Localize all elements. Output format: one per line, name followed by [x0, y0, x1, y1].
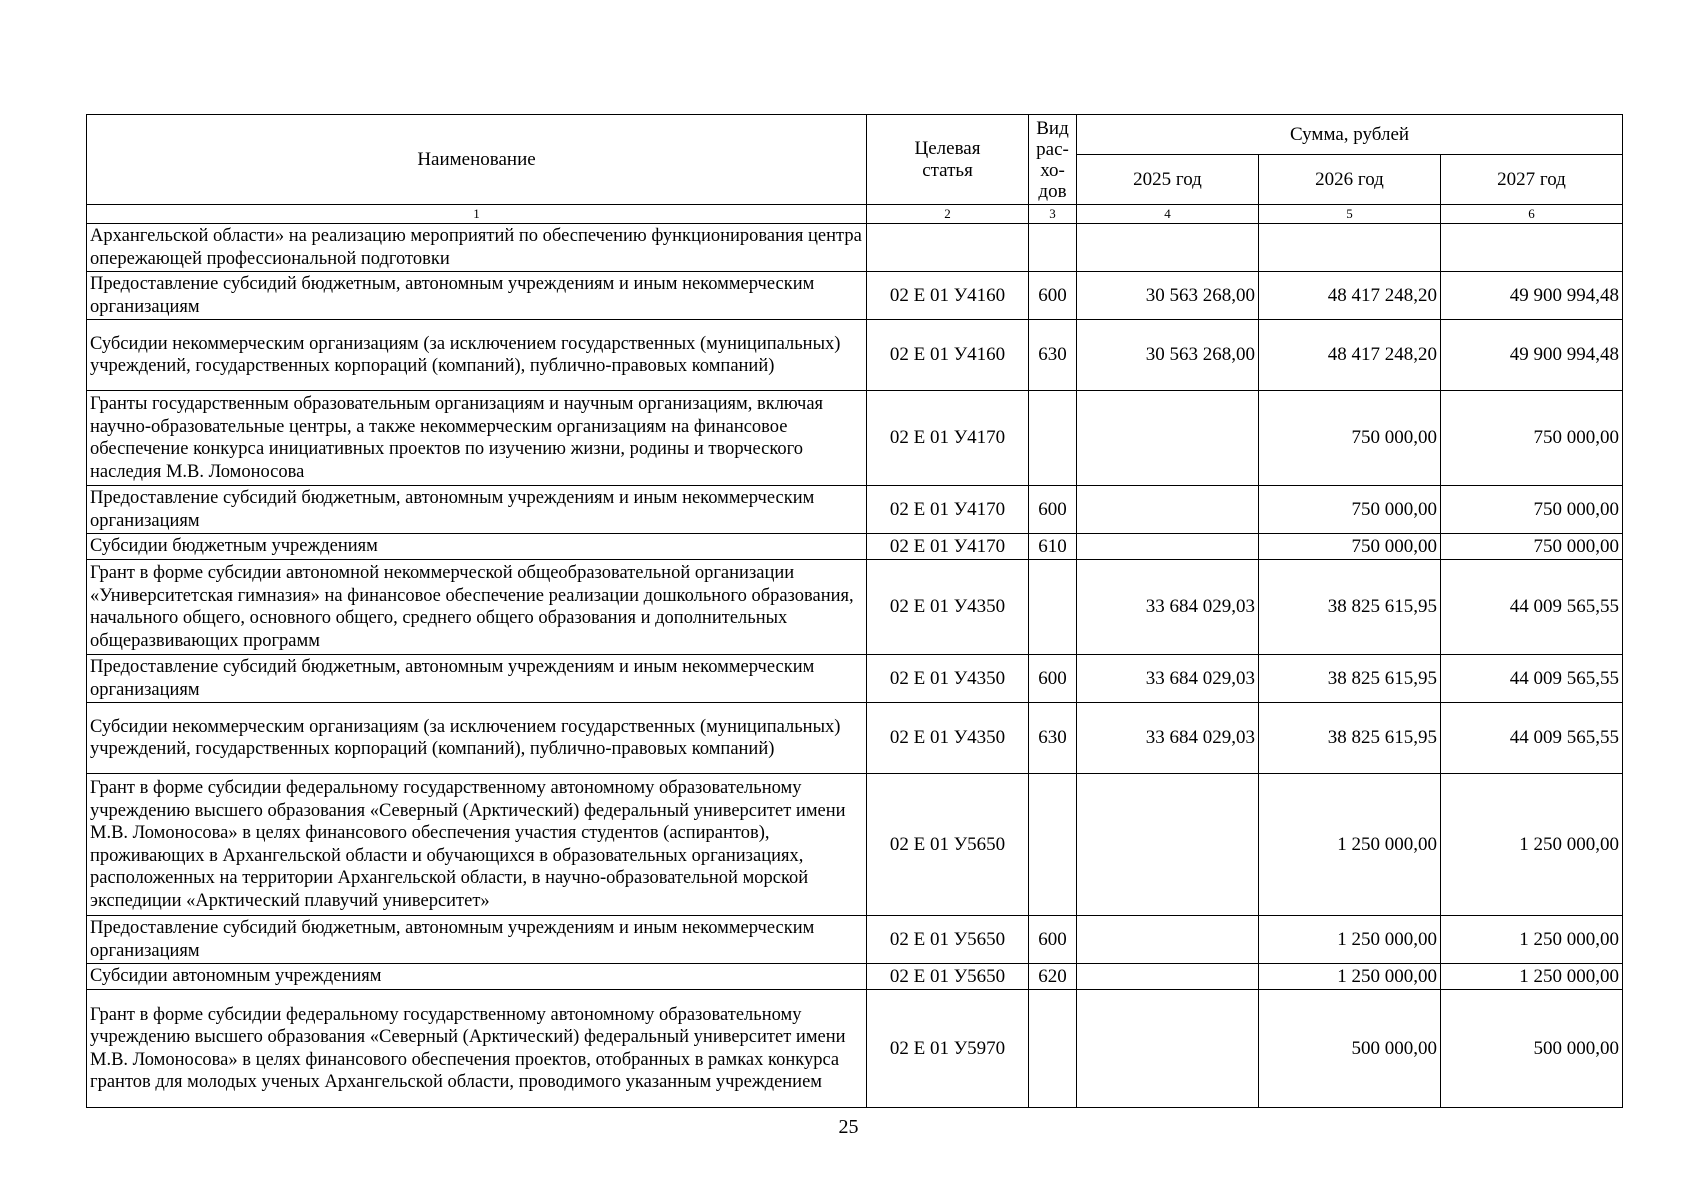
row-sum-2026: 38 825 615,95: [1259, 655, 1441, 703]
header-target-line1: Целевая: [914, 137, 981, 159]
row-sum-2025: [1077, 774, 1259, 916]
row-expense-type: [1029, 224, 1077, 272]
row-sum-2027: 1 250 000,00: [1441, 774, 1623, 916]
table-row: [87, 964, 1623, 990]
row-sum-2025: [1077, 964, 1259, 990]
row-target-article: 02 Е 01 У4160: [867, 272, 1029, 320]
row-name: Субсидии некоммерческим организациям (за исключением государственных (муниципальных) учреждений, государственных корпораций (компаний), публично-правовых компаний): [87, 320, 867, 391]
row-name: Грант в форме субсидии федеральному государственному автономному образовательному учреждению высшего образования «Северный (Арктический) федеральный университет имени М.В. Ломоносова» в целях финансового обеспечения участия студентов (аспирантов), проживающих в Архангельской области и обучающихся в образовательных организациях, расположенных на территории Архангельской области, в научно-образовательной морской экспедиции «Арктический плавучий университет»: [87, 774, 867, 916]
row-sum-2025: 30 563 268,00: [1077, 320, 1259, 391]
table-row: [87, 703, 1623, 774]
row-expense-type: 600: [1029, 272, 1077, 320]
column-index: 4: [1077, 205, 1259, 224]
table-row: [87, 655, 1623, 703]
row-target-article: 02 Е 01 У4350: [867, 655, 1029, 703]
row-sum-2026: [1259, 224, 1441, 272]
row-name: Субсидии автономным учреждениям: [87, 964, 867, 990]
row-target-article: [867, 224, 1029, 272]
header-expense-type: [1029, 115, 1077, 205]
table-row: [87, 391, 1623, 486]
header-type-line: хо-: [1040, 159, 1065, 181]
row-sum-2027: 500 000,00: [1441, 990, 1623, 1108]
header-sum: Сумма, рублей: [1077, 115, 1623, 155]
table-row: [87, 916, 1623, 964]
column-index: 3: [1029, 205, 1077, 224]
row-sum-2026: 750 000,00: [1259, 534, 1441, 560]
row-name: Субсидии некоммерческим организациям (за исключением государственных (муниципальных) учреждений, государственных корпораций (компаний), публично-правовых компаний): [87, 703, 867, 774]
row-sum-2027: 49 900 994,48: [1441, 272, 1623, 320]
header-type-line: рас-: [1036, 138, 1069, 160]
row-sum-2027: 750 000,00: [1441, 534, 1623, 560]
row-expense-type: 620: [1029, 964, 1077, 990]
table-body: [87, 224, 1623, 1108]
row-sum-2026: 500 000,00: [1259, 990, 1441, 1108]
header-target-article: [867, 115, 1029, 205]
header-year-2025: 2025 год: [1077, 155, 1259, 205]
row-target-article: 02 Е 01 У5650: [867, 916, 1029, 964]
row-name: Предоставление субсидий бюджетным, автономным учреждениям и иным некоммерческим организациям: [87, 486, 867, 534]
row-sum-2027: 44 009 565,55: [1441, 703, 1623, 774]
column-index: 5: [1259, 205, 1441, 224]
row-name: Грант в форме субсидии автономной некоммерческой общеобразовательной организации «Университетская гимназия» на финансовое обеспечение реализации дошкольного образования, начального общего, основного общего, среднего общего образования и дополнительных общеразвивающих программ: [87, 560, 867, 655]
row-sum-2027: 49 900 994,48: [1441, 320, 1623, 391]
row-sum-2025: [1077, 534, 1259, 560]
table-header: [87, 115, 1623, 224]
header-target-line2: статья: [922, 159, 973, 181]
column-index: 1: [87, 205, 867, 224]
header-year-2026: 2026 год: [1259, 155, 1441, 205]
row-sum-2027: 44 009 565,55: [1441, 560, 1623, 655]
row-sum-2026: 1 250 000,00: [1259, 774, 1441, 916]
row-expense-type: [1029, 774, 1077, 916]
header-name: Наименование: [87, 115, 867, 205]
table-row: [87, 774, 1623, 916]
row-sum-2027: 750 000,00: [1441, 486, 1623, 534]
row-sum-2025: 33 684 029,03: [1077, 655, 1259, 703]
row-name: Гранты государственным образовательным организациям и научным организациям, включая научно-образовательные центры, а также некоммерческим организациям на финансовое обеспечение конкурса инициативных проектов по изучению жизни, родины и творческого наследия М.В. Ломоносова: [87, 391, 867, 486]
row-expense-type: 610: [1029, 534, 1077, 560]
header-type-line: Вид: [1036, 117, 1069, 139]
page-number: 25: [838, 1116, 859, 1138]
row-name: Субсидии бюджетным учреждениям: [87, 534, 867, 560]
row-target-article: 02 Е 01 У4170: [867, 534, 1029, 560]
row-sum-2026: 1 250 000,00: [1259, 964, 1441, 990]
row-target-article: 02 Е 01 У4350: [867, 560, 1029, 655]
row-sum-2026: 48 417 248,20: [1259, 272, 1441, 320]
row-sum-2025: [1077, 224, 1259, 272]
header-type-line: дов: [1038, 180, 1067, 202]
row-sum-2027: [1441, 224, 1623, 272]
row-name: Архангельской области» на реализацию мероприятий по обеспечению функционирования центра опережающей профессиональной подготовки: [87, 224, 867, 272]
column-index: 6: [1441, 205, 1623, 224]
row-expense-type: 600: [1029, 655, 1077, 703]
row-expense-type: [1029, 990, 1077, 1108]
row-target-article: 02 Е 01 У5650: [867, 964, 1029, 990]
row-target-article: 02 Е 01 У4160: [867, 320, 1029, 391]
row-sum-2026: 48 417 248,20: [1259, 320, 1441, 391]
table-row: [87, 560, 1623, 655]
row-sum-2025: [1077, 916, 1259, 964]
row-name: Грант в форме субсидии федеральному государственному автономному образовательному учреждению высшего образования «Северный (Арктический) федеральный университет имени М.В. Ломоносова» в целях финансового обеспечения проектов, отобранных в рамках конкурса грантов для молодых ученых Архангельской области, проводимого указанным учреждением: [87, 990, 867, 1108]
row-sum-2026: 38 825 615,95: [1259, 560, 1441, 655]
row-sum-2026: 38 825 615,95: [1259, 703, 1441, 774]
row-expense-type: 600: [1029, 486, 1077, 534]
row-sum-2027: 750 000,00: [1441, 391, 1623, 486]
row-target-article: 02 Е 01 У5970: [867, 990, 1029, 1108]
table-row: [87, 534, 1623, 560]
budget-table: [86, 114, 1623, 1108]
row-sum-2026: 750 000,00: [1259, 391, 1441, 486]
row-name: Предоставление субсидий бюджетным, автономным учреждениям и иным некоммерческим организациям: [87, 272, 867, 320]
row-expense-type: [1029, 391, 1077, 486]
row-sum-2026: 1 250 000,00: [1259, 916, 1441, 964]
row-sum-2025: 33 684 029,03: [1077, 560, 1259, 655]
row-expense-type: 600: [1029, 916, 1077, 964]
row-expense-type: 630: [1029, 703, 1077, 774]
table-row: [87, 990, 1623, 1108]
table-row: [87, 320, 1623, 391]
row-target-article: 02 Е 01 У4350: [867, 703, 1029, 774]
row-target-article: 02 Е 01 У4170: [867, 391, 1029, 486]
row-sum-2027: 1 250 000,00: [1441, 916, 1623, 964]
row-name: Предоставление субсидий бюджетным, автономным учреждениям и иным некоммерческим организациям: [87, 916, 867, 964]
row-sum-2025: 33 684 029,03: [1077, 703, 1259, 774]
row-sum-2025: [1077, 391, 1259, 486]
row-sum-2025: [1077, 486, 1259, 534]
row-expense-type: 630: [1029, 320, 1077, 391]
row-sum-2025: [1077, 990, 1259, 1108]
table-row: [87, 224, 1623, 272]
column-index-row: [87, 205, 1623, 224]
row-sum-2027: 44 009 565,55: [1441, 655, 1623, 703]
row-sum-2027: 1 250 000,00: [1441, 964, 1623, 990]
budget-table-container: [86, 114, 1622, 1108]
header-year-2027: 2027 год: [1441, 155, 1623, 205]
table-row: [87, 272, 1623, 320]
row-name: Предоставление субсидий бюджетным, автономным учреждениям и иным некоммерческим организациям: [87, 655, 867, 703]
row-sum-2026: 750 000,00: [1259, 486, 1441, 534]
row-target-article: 02 Е 01 У4170: [867, 486, 1029, 534]
row-sum-2025: 30 563 268,00: [1077, 272, 1259, 320]
row-expense-type: [1029, 560, 1077, 655]
row-target-article: 02 Е 01 У5650: [867, 774, 1029, 916]
table-row: [87, 486, 1623, 534]
column-index: 2: [867, 205, 1029, 224]
